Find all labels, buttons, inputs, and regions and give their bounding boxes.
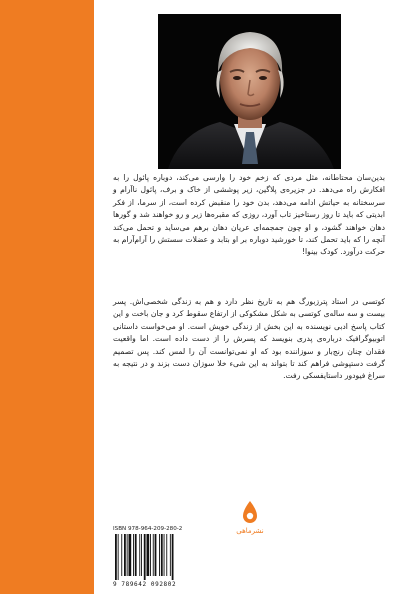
body-paragraph-1: بدین‌سان محتاطانه، مثل مردی که زخم خود را وارسی می‌کند، دوباره پائول را به افکارش راه می‌دهد. در جزیره‌ی پلاگین، زیر پوششی از خاک و برف، پائول ناآرام و سرسختانه به حیاتش ادامه می‌دهد، بدن خود را منقبض کرده است، از سرما، از فکر ابدیتی که باید تا روز رستاخیز تاب آورد، روزی که مقبره‌ها زیر و رو خواهند شد و گورها دهان خواهند گشود، و او چون جمجمه‌ای عریان دهان برهم می‌ساید و تحمل می‌کند آنچه را که باید تحمل کند، تا خورشید دوباره بر او بتابد و عضلات سستش را آرام‌آرام به حرکت درآورد. کودک بینوا! [113,173,385,257]
barcode-bars [113,534,195,580]
barcode-digits: 9 789642 092802 [113,581,177,588]
isbn-barcode [113,526,195,588]
fish-drop-icon [239,500,261,526]
publisher-name: نشرماهی [236,527,264,535]
author-photo [158,14,341,169]
orange-spine-band [0,0,94,594]
publisher-logo [232,500,268,535]
body-paragraph-2: کوتسی در استاد پترزبورگ هم به تاریخ نظر دارد و هم به زندگی شخصی‌اش. پسر بیست و سه ساله‌ی کوتسی به شکل مشکوکی از ارتفاع سقوط کرد و جان باخت و این کتاب پاسخ ادبی نویسنده به این بخش از زندگی خویش است. او می‌خواست داستانی اتوبیوگرافیک درباره‌ی پدری بنویسد که پسرش را از دست داده است. اما واقعیت فقدان چنان رنج‌بار و سوزاننده بود که او نمی‌توانست آن را لمس کند. پس تصمیم گرفت دستپوشی فراهم کند تا بتواند به این شیء خلا سوزان دست بزند و در نتیجه به سراغ فیودور داستایفسکی رفت. [113,297,385,381]
isbn-label: ISBN 978-964-209-280-2 [113,526,183,532]
